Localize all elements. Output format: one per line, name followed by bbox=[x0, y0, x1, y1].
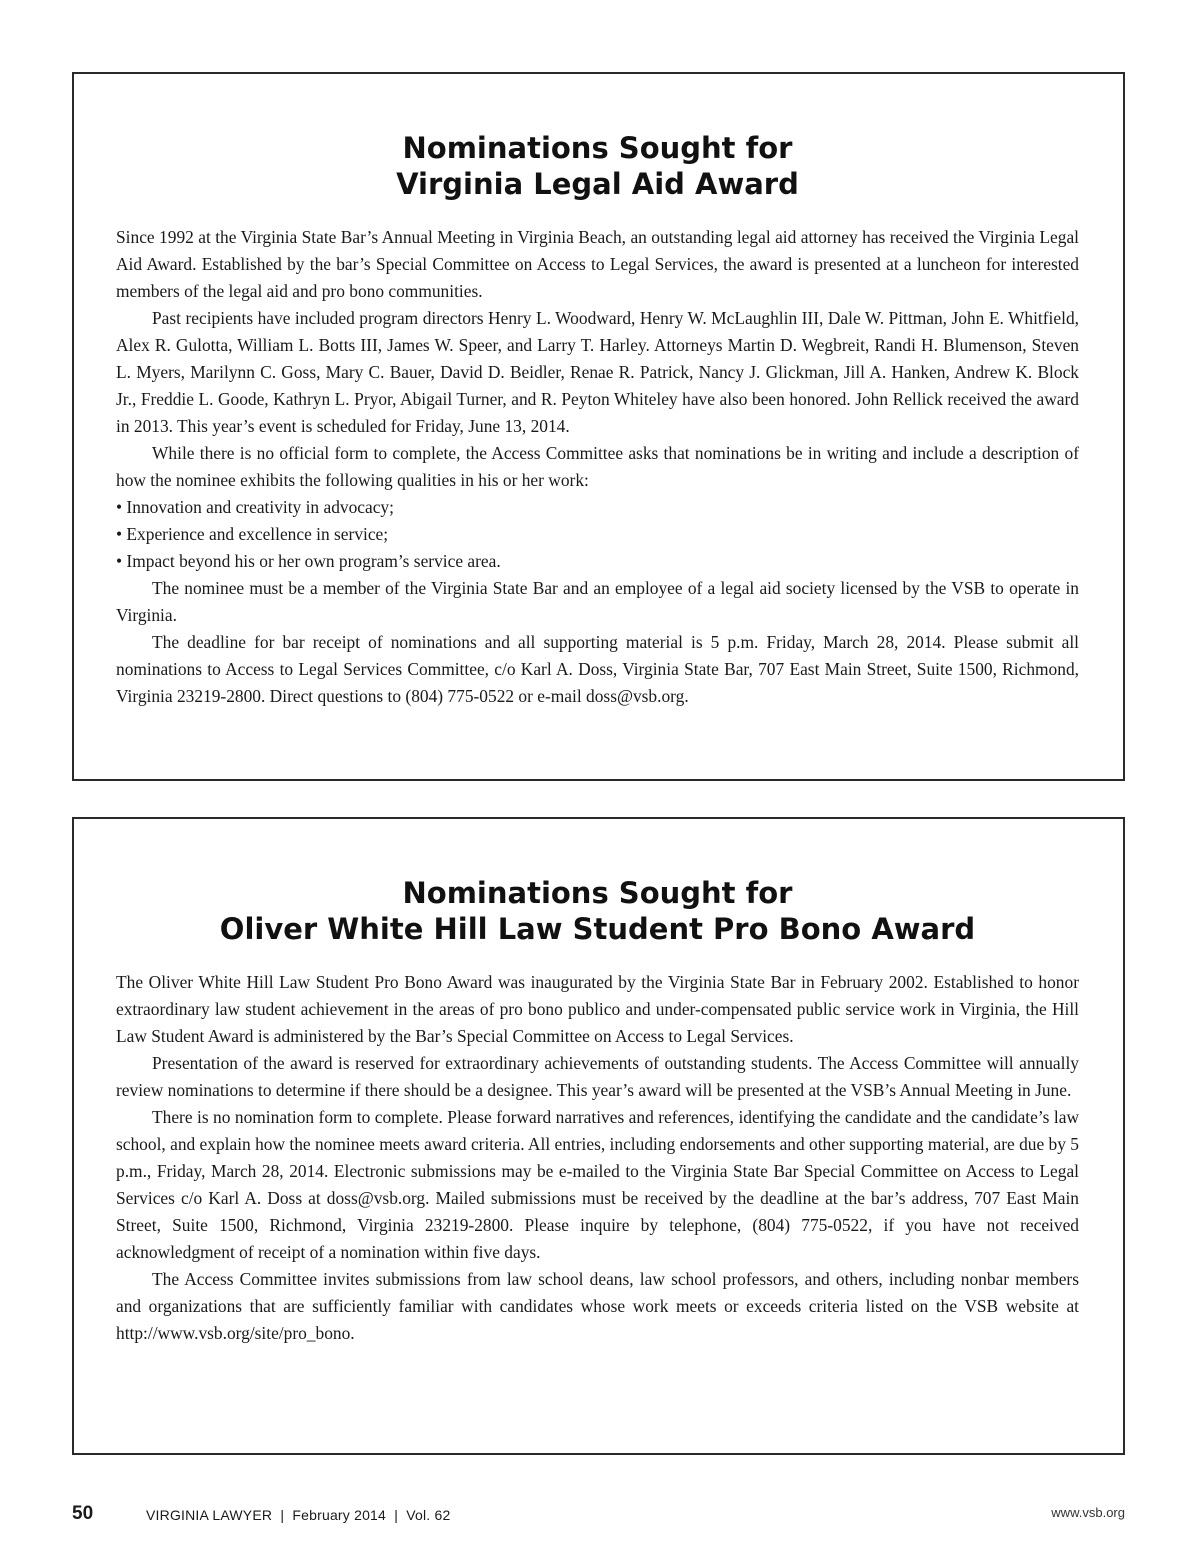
masthead: VIRGINIA LAWYER | February 2014 | Vol. 62 bbox=[146, 1507, 451, 1523]
paragraph: The Oliver White Hill Law Student Pro Bono Award was inaugurated by the Virginia State Bar in February 2002. Established to honor extraordinary law student achievement in the areas of pro bono publico and under-compensated public service work in Virginia, the Hill Law Student Award is administered by the Bar’s Special Committee on Access to Legal Services. bbox=[116, 972, 1079, 1046]
title-line-1: Nominations Sought for bbox=[402, 131, 793, 165]
page-number: 50 bbox=[72, 1503, 94, 1524]
legal-aid-award-box bbox=[72, 72, 1125, 781]
paragraph: While there is no official form to complete, the Access Committee asks that nominations be in writing and include a description of how the nominee exhibits the following qualities in his or her work: bbox=[116, 443, 1079, 490]
hill-award-box bbox=[72, 817, 1125, 1455]
paragraph: The Access Committee invites submissions from law school deans, law school professors, and others, including nonbar members and organizations that are sufficiently familiar with candidates whose work meets or exceeds criteria listed on the VSB website at http://www.vsb.org/site/pro_bono. bbox=[116, 1269, 1079, 1343]
website: www.vsb.org bbox=[1051, 1505, 1125, 1520]
paragraph: Presentation of the award is reserved for extraordinary achievements of outstanding students. The Access Committee will annually review nominations to determine if there should be a designee. This year’s award will be presented at the VSB’s Annual Meeting in June. bbox=[116, 1053, 1079, 1100]
paragraph: Since 1992 at the Virginia State Bar’s Annual Meeting in Virginia Beach, an outstanding legal aid attorney has received the Virginia Legal Aid Award. Established by the bar’s Special Committee on Access to Legal Services, the award is presented at a luncheon for interested members of the legal aid and pro bono communities. bbox=[116, 227, 1079, 301]
title-line-2: Virginia Legal Aid Award bbox=[396, 167, 799, 201]
legal-aid-award-body bbox=[116, 224, 1079, 710]
paragraph: The nominee must be a member of the Virginia State Bar and an employee of a legal aid society licensed by the VSB to operate in Virginia. bbox=[116, 578, 1079, 625]
title-line-2: Oliver White Hill Law Student Pro Bono Award bbox=[219, 912, 976, 946]
legal-aid-award-title bbox=[116, 130, 1079, 202]
paragraph: There is no nomination form to complete. Please forward narratives and references, identifying the candidate and the candidate’s law school, and explain how the nominee meets award criteria. All entries, including endorsements and other supporting material, are due by 5 p.m., Friday, March 28, 2014. Electronic submissions may be e-mailed to the Virginia State Bar Special Committee on Access to Legal Services c/o Karl A. Doss at doss@vsb.org. Mailed submissions must be received by the deadline at the bar’s address, 707 East Main Street, Suite 1500, Richmond, Virginia 23219-2800. Please inquire by telephone, (804) 775-0522, if you have not received acknowledgment of receipt of a nomination within five days. bbox=[116, 1107, 1079, 1262]
page-footer bbox=[72, 1503, 1125, 1533]
hill-award-title bbox=[116, 875, 1079, 947]
paragraph: The deadline for bar receipt of nominations and all supporting material is 5 p.m. Friday, March 28, 2014. Please submit all nominations to Access to Legal Services Committee, c/o Karl A. Doss, Virginia State Bar, 707 East Main Street, Suite 1500, Richmond, Virginia 23219-2800. Direct questions to (804) 775-0522 or e-mail doss@vsb.org. bbox=[116, 632, 1079, 706]
bullet-item: • Innovation and creativity in advocacy; bbox=[116, 497, 394, 517]
paragraph: Past recipients have included program directors Henry L. Woodward, Henry W. McLaughlin III, Dale W. Pittman, John E. Whitfield, Alex R. Gulotta, William L. Botts III, James W. Speer, and Larry T. Harley. Attorneys Martin D. Wegbreit, Randi H. Blumenson, Steven L. Myers, Marilynn C. Goss, Mary C. Bauer, David D. Beidler, Renae R. Patrick, Nancy J. Glickman, Jill A. Hanken, Andrew K. Block Jr., Freddie L. Goode, Kathryn L. Pryor, Abigail Turner, and R. Peyton Whiteley have also been honored. John Rellick received the award in 2013. This year’s event is scheduled for Friday, June 13, 2014. bbox=[116, 308, 1079, 436]
bullet-item: • Impact beyond his or her own program’s service area. bbox=[116, 551, 501, 571]
hill-award-body bbox=[116, 969, 1079, 1347]
title-line-1: Nominations Sought for bbox=[402, 876, 793, 910]
bullet-item: • Experience and excellence in service; bbox=[116, 524, 389, 544]
